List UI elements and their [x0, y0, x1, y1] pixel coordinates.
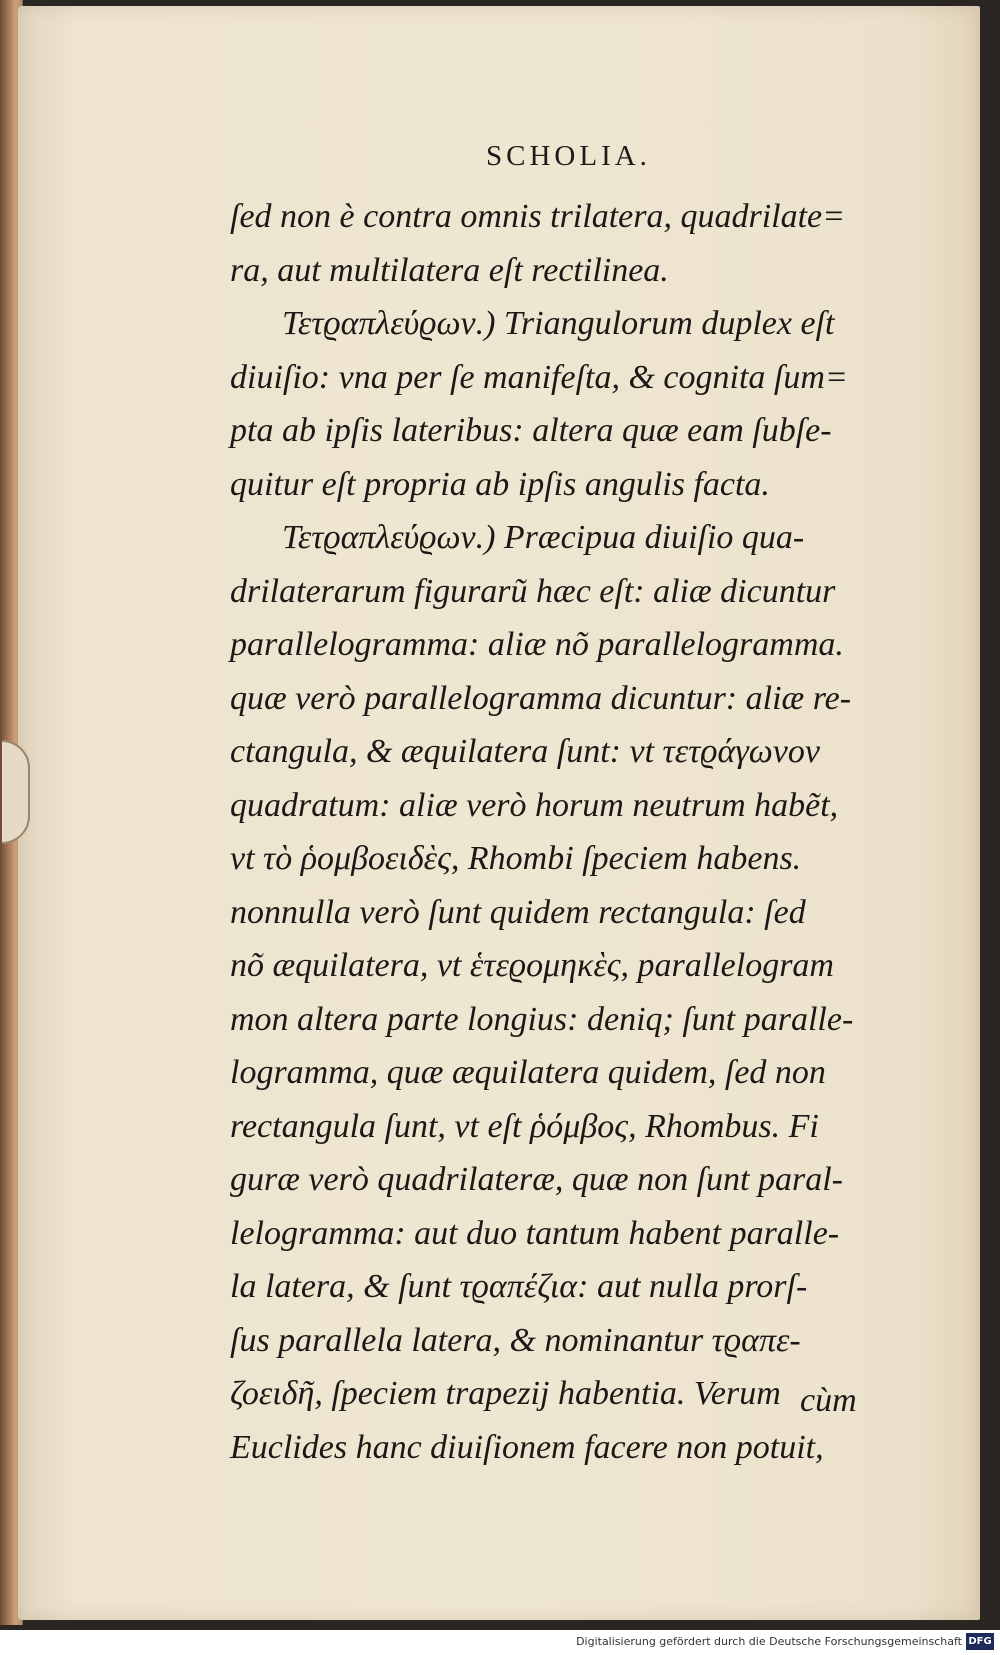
- footer-bar: [0, 1630, 1000, 1655]
- text-line: mon altera parte longius: deniq; ſunt paralle-: [230, 1000, 854, 1038]
- text-line: diuiſio: vna per ſe manifeſta, & cognita ſum=: [230, 358, 848, 396]
- text-line: quitur eſt propria ab ipſis angulis facta.: [230, 465, 770, 503]
- dfg-logo: DFG: [966, 1633, 994, 1650]
- text-block: [230, 190, 930, 1474]
- text-line: logramma, quæ æquilatera quidem, ſed non: [230, 1054, 826, 1091]
- text-line: quadratum: aliæ verò horum neutrum habẽt,: [230, 786, 839, 824]
- text-line: vt τὸ ῥομβοειδὲς, Rhombi ſpeciem habens.: [230, 840, 802, 877]
- text-line: parallelogramma: aliæ nõ parallelogramma.: [230, 626, 844, 663]
- text-line: quæ verò parallelogramma dicuntur: aliæ re-: [230, 679, 852, 717]
- page-tab: [2, 740, 30, 844]
- footer-credit: Digitalisierung gefördert durch die Deutsche Forschungsgemeinschaft: [576, 1635, 962, 1648]
- text-line: la latera, & ſunt τϱαπέζια: aut nulla prorſ-: [230, 1268, 808, 1305]
- text-line: Euclides hanc diuiſionem facere non potuit,: [230, 1428, 824, 1466]
- text-line: nõ æquilatera, vt ἑτεϱομηκὲς, parallelogram: [230, 947, 834, 984]
- text-line: nonnulla verò ſunt quidem rectangula: ſed: [230, 893, 806, 931]
- text-line: pta ab ipſis lateribus: altera quæ eam ſubſe-: [230, 412, 832, 449]
- text-line: ſus parallela latera, & nominantur τϱαπε-: [230, 1321, 801, 1359]
- running-heading: SCHOLIA.: [486, 140, 651, 172]
- text-line: Τετϱαπλεύϱων.) Triangulorum duplex eſt: [282, 305, 835, 342]
- text-line: guræ verò quadrilateræ, quæ non ſunt paral-: [230, 1161, 843, 1198]
- text-line: ſed non è contra omnis trilatera, quadrilate=: [230, 198, 846, 235]
- text-line: ζοειδῆ, ſpeciem trapezij habentia. Verum: [230, 1375, 781, 1412]
- text-line: lelogramma: aut duo tantum habent paralle-: [230, 1214, 840, 1252]
- text-line: Τετϱαπλεύϱων.) Præcipua diuiſio qua-: [282, 519, 805, 556]
- text-line: ctangula, & æquilatera ſunt: vt τετϱάγωνον: [230, 733, 820, 770]
- text-line: ra, aut multilatera eſt rectilinea.: [230, 251, 669, 289]
- catchword: cùm: [800, 1382, 857, 1419]
- text-line: rectangula ſunt, vt eſt ῥόμβος, Rhombus. Fi: [230, 1107, 819, 1145]
- text-line: drilaterarum figurarũ hæc eſt: aliæ dicuntur: [230, 572, 836, 610]
